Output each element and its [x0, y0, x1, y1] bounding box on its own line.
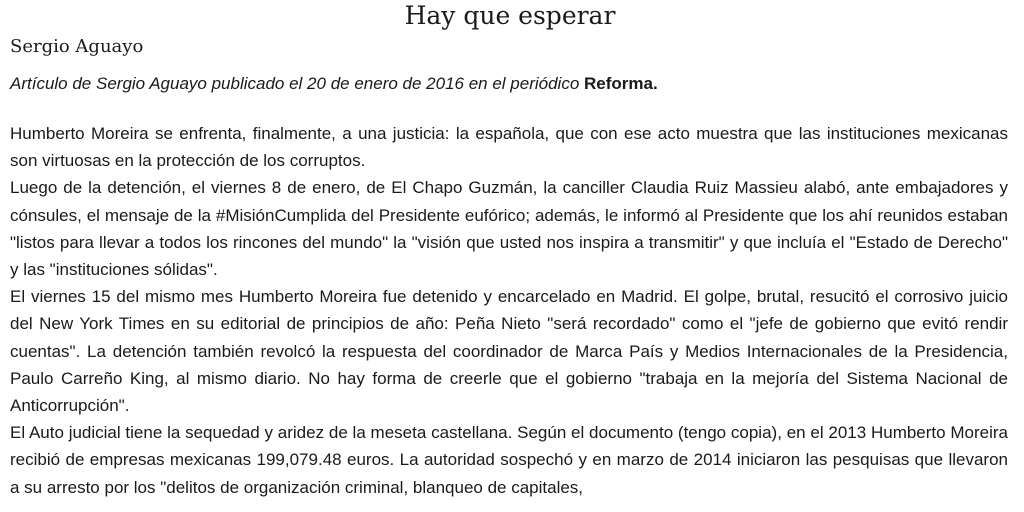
byline-text: Artículo de Sergio Aguayo publicado el 20 de enero de 2016 en el periódico	[10, 74, 584, 93]
article-byline	[10, 72, 658, 96]
article-title: Hay que esperar	[404, 1, 616, 30]
newspaper-name: Reforma.	[584, 74, 658, 93]
article-author: Sergio Aguayo	[10, 36, 144, 57]
paragraph: Luego de la detención, el viernes 8 de enero, de El Chapo Guzmán, la canciller Claudia Ruiz Massieu alabó, ante embajadores y cónsules, el mensaje de la #MisiónCumplida del Presidente eufórico; además, le informó al Presidente que los ahí reunidos estaban "listos para llevar a todos los rincones del mundo" la "visión que usted nos inspira a transmitir" y que incluía el "Estado de Derecho" y las "instituciones sólidas".	[10, 178, 1008, 280]
article-body	[10, 120, 1008, 501]
paragraph: Humberto Moreira se enfrenta, finalmente, a una justicia: la española, que con ese acto muestra que las instituciones mexicanas son virtuosas en la protección de los corruptos.	[10, 124, 1008, 171]
paragraph: El Auto judicial tiene la sequedad y aridez de la meseta castellana. Según el documento (tengo copia), en el 2013 Humberto Moreira recibió de empresas mexicanas 199,079.48 euros. La autoridad sospechó y en marzo de 2014 iniciaron las pesquisas que llevaron a su arresto por los "delitos de organización criminal, blanqueo de capitales,	[10, 423, 1008, 497]
paragraph: El viernes 15 del mismo mes Humberto Moreira fue detenido y encarcelado en Madrid. El golpe, brutal, resucitó el corrosivo juicio del New York Times en su editorial de principios de año: Peña Nieto "será recordado" como el "jefe de gobierno que evitó rendir cuentas". La detención también revolcó la respuesta del coordinador de Marca País y Medios Internacionales de la Presidencia, Paulo Carreño King, al mismo diario. No hay forma de creerle que el gobierno "trabaja en la mejoría del Sistema Nacional de Anticorrupción".	[10, 287, 1008, 416]
